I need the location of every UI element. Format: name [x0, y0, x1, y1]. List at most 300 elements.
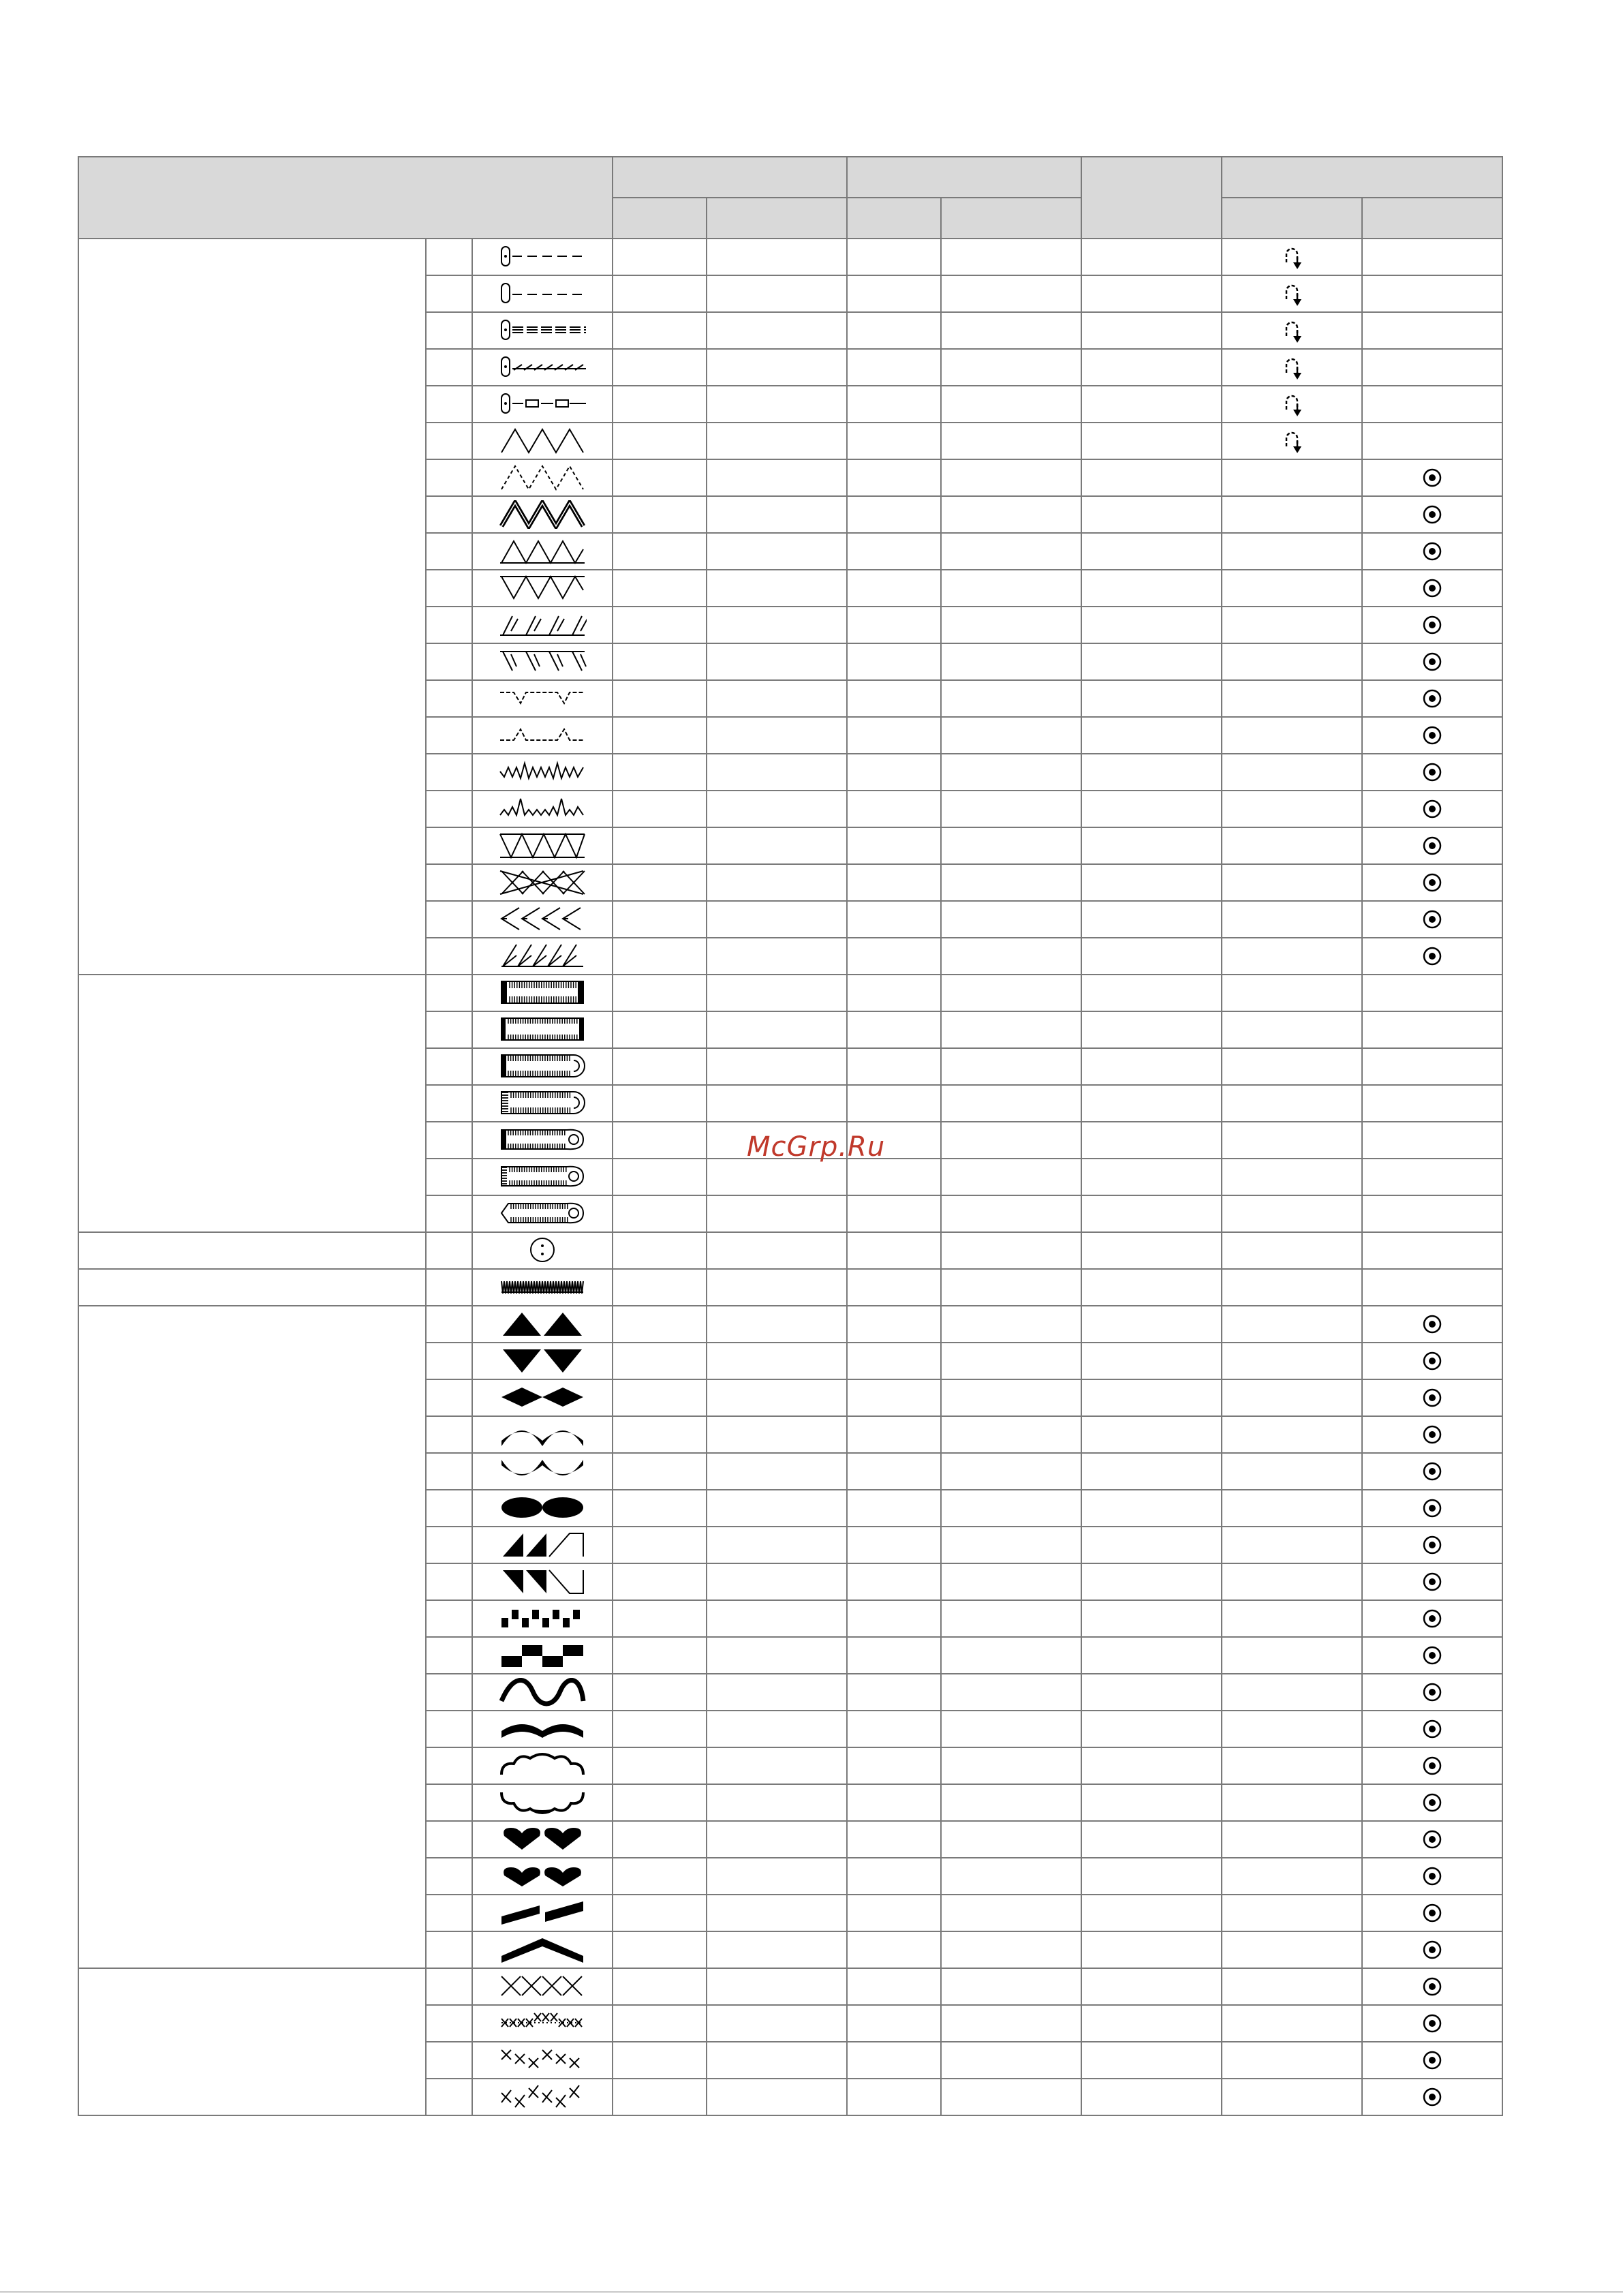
reinforce-target-icon [1421, 1681, 1444, 1704]
value-cell [707, 1711, 847, 1747]
value-cell [847, 1159, 941, 1195]
value-cell [941, 1159, 1081, 1195]
reinforce-target-icon [1421, 871, 1444, 894]
reinforce-cell [1362, 938, 1502, 975]
pattern-cell [472, 1931, 613, 1968]
value-cell [1081, 1674, 1222, 1711]
reverse-cell [1222, 754, 1362, 791]
stitch-dashed-zigzag-icon [498, 463, 587, 492]
reinforce-cell [1362, 2005, 1502, 2042]
number-cell [426, 1637, 472, 1674]
header-a2 [707, 198, 847, 239]
number-cell [426, 2005, 472, 2042]
value-cell [847, 1895, 941, 1931]
pattern-cell [472, 1895, 613, 1931]
stitch-hearts-2-icon [498, 1862, 587, 1891]
reinforce-cell [1362, 1159, 1502, 1195]
reinforce-cell [1362, 1011, 1502, 1048]
group-cell-satin-stitches [78, 1306, 426, 1968]
value-cell [613, 533, 707, 570]
header-group-b [847, 157, 1081, 198]
pattern-cell [472, 1416, 613, 1453]
value-cell [1081, 901, 1222, 938]
value-cell [613, 975, 707, 1011]
value-cell [1081, 1343, 1222, 1379]
value-cell [707, 1159, 847, 1195]
value-cell [941, 533, 1081, 570]
value-cell [613, 275, 707, 312]
reinforce-target-icon [1421, 724, 1444, 747]
reverse-cell [1222, 1453, 1362, 1490]
value-cell [847, 1085, 941, 1122]
reinforce-cell [1362, 1416, 1502, 1453]
reinforce-target-icon [1421, 1313, 1444, 1336]
pattern-cell [472, 1711, 613, 1747]
number-cell [426, 533, 472, 570]
value-cell [847, 1453, 941, 1490]
value-cell [941, 1048, 1081, 1085]
group-cell-bar-tack [78, 1269, 426, 1306]
pattern-cell [472, 349, 613, 386]
value-cell [707, 349, 847, 386]
value-cell [847, 1269, 941, 1306]
value-cell [707, 1968, 847, 2005]
value-cell [941, 1674, 1081, 1711]
reverse-arrow-icon [1278, 426, 1305, 456]
value-cell [613, 570, 707, 607]
value-cell [847, 754, 941, 791]
value-cell [613, 1527, 707, 1563]
reinforce-target-icon [1421, 1460, 1444, 1483]
value-cell [707, 239, 847, 275]
group-cell-button-sewing [78, 1232, 426, 1269]
value-cell [1081, 386, 1222, 423]
number-cell [426, 1306, 472, 1343]
stitch-wave-icon [498, 1678, 587, 1706]
reinforce-target-icon [1421, 1938, 1444, 1961]
value-cell [707, 1085, 847, 1122]
stitch-cross-c-icon [498, 2046, 587, 2075]
value-cell [1081, 938, 1222, 975]
pattern-cell [472, 680, 613, 717]
value-cell [941, 938, 1081, 975]
value-cell [613, 1747, 707, 1784]
reverse-cell [1222, 1416, 1362, 1453]
stitch-feather-a-icon [498, 905, 587, 934]
number-cell [426, 1858, 472, 1895]
value-cell [707, 1931, 847, 1968]
number-cell [426, 2079, 472, 2115]
pattern-cell [472, 1011, 613, 1048]
bottom-rule [0, 2291, 1623, 2293]
reinforce-cell [1362, 1563, 1502, 1600]
value-cell [707, 1416, 847, 1453]
reinforce-cell [1362, 2042, 1502, 2079]
value-cell [707, 607, 847, 643]
value-cell [1081, 1637, 1222, 1674]
value-cell [1081, 496, 1222, 533]
value-cell [613, 1453, 707, 1490]
value-cell [847, 570, 941, 607]
reverse-cell [1222, 2005, 1362, 2042]
value-cell [613, 643, 707, 680]
value-cell [847, 864, 941, 901]
value-cell [1081, 827, 1222, 864]
value-cell [707, 791, 847, 827]
watermark: McGrp.Ru [747, 1131, 886, 1163]
value-cell [707, 1306, 847, 1343]
reinforce-target-icon [1421, 1349, 1444, 1373]
reverse-cell [1222, 533, 1362, 570]
reinforce-target-icon [1421, 1570, 1444, 1593]
value-cell [941, 1858, 1081, 1895]
stitch-basting-icon [498, 390, 587, 418]
value-cell [847, 2005, 941, 2042]
reinforce-target-icon [1421, 761, 1444, 784]
stitch-chevron-icon [498, 1935, 587, 1964]
value-cell [941, 975, 1081, 1011]
value-cell [847, 791, 941, 827]
value-cell [1081, 1490, 1222, 1527]
reverse-cell [1222, 643, 1362, 680]
stitch-cross-lattice-icon [498, 868, 587, 897]
value-cell [847, 1343, 941, 1379]
value-cell [613, 312, 707, 349]
reverse-cell [1222, 2079, 1362, 2115]
pattern-cell [472, 312, 613, 349]
value-cell [1081, 1232, 1222, 1269]
value-cell [707, 643, 847, 680]
reinforce-cell [1362, 239, 1502, 275]
reverse-cell [1222, 607, 1362, 643]
value-cell [847, 1490, 941, 1527]
stitch-slant-down-icon [498, 647, 587, 676]
value-cell [707, 2079, 847, 2115]
value-cell [707, 1563, 847, 1600]
reverse-cell [1222, 1637, 1362, 1674]
reinforce-cell [1362, 754, 1502, 791]
value-cell [941, 1122, 1081, 1159]
pattern-cell [472, 1379, 613, 1416]
value-cell [847, 1563, 941, 1600]
pattern-cell [472, 1232, 613, 1269]
number-cell [426, 827, 472, 864]
reinforce-cell [1362, 975, 1502, 1011]
reinforce-target-icon [1421, 687, 1444, 710]
reinforce-cell [1362, 349, 1502, 386]
pattern-cell [472, 1747, 613, 1784]
number-cell [426, 864, 472, 901]
value-cell [613, 1931, 707, 1968]
value-cell [613, 1085, 707, 1122]
value-cell [1081, 1711, 1222, 1747]
value-cell [941, 1490, 1081, 1527]
value-cell [847, 901, 941, 938]
stitch-cloud-up-icon [498, 1751, 587, 1780]
value-cell [941, 1600, 1081, 1637]
value-cell [847, 1379, 941, 1416]
value-cell [847, 496, 941, 533]
value-cell [707, 1490, 847, 1527]
stitch-button-icon [498, 1236, 587, 1265]
reverse-cell [1222, 1011, 1362, 1048]
reinforce-cell [1362, 1122, 1502, 1159]
value-cell [1081, 1416, 1222, 1453]
value-cell [941, 901, 1081, 938]
value-cell [941, 1416, 1081, 1453]
value-cell [613, 754, 707, 791]
reinforce-cell [1362, 1453, 1502, 1490]
value-cell [613, 1306, 707, 1343]
stitch-hearts-icon [498, 1825, 587, 1854]
reinforce-target-icon [1421, 1717, 1444, 1741]
reverse-cell [1222, 901, 1362, 938]
reinforce-cell [1362, 2079, 1502, 2115]
number-cell [426, 754, 472, 791]
number-cell [426, 1563, 472, 1600]
reverse-cell [1222, 1490, 1362, 1527]
value-cell [707, 1895, 847, 1931]
reinforce-target-icon [1421, 1497, 1444, 1520]
stitch-shell-a-icon [498, 758, 587, 786]
value-cell [707, 570, 847, 607]
group-cell-cross-stitches [78, 1968, 426, 2115]
reinforce-target-icon [1421, 908, 1444, 931]
pattern-cell [472, 754, 613, 791]
reinforce-cell [1362, 1600, 1502, 1637]
value-cell [613, 1784, 707, 1821]
value-cell [847, 938, 941, 975]
value-cell [613, 2079, 707, 2115]
reverse-cell [1222, 827, 1362, 864]
value-cell [707, 275, 847, 312]
value-cell [707, 1011, 847, 1048]
reverse-cell [1222, 1711, 1362, 1747]
value-cell [941, 864, 1081, 901]
value-cell [707, 1858, 847, 1895]
reinforce-target-icon [1421, 1828, 1444, 1851]
pattern-cell [472, 2005, 613, 2042]
value-cell [941, 1747, 1081, 1784]
value-cell [941, 386, 1081, 423]
reinforce-target-icon [1421, 613, 1444, 637]
pattern-cell [472, 1306, 613, 1343]
reinforce-target-icon [1421, 1423, 1444, 1446]
number-cell [426, 1895, 472, 1931]
value-cell [1081, 1931, 1222, 1968]
value-cell [941, 423, 1081, 459]
number-cell [426, 1269, 472, 1306]
reverse-cell [1222, 864, 1362, 901]
reverse-cell [1222, 975, 1362, 1011]
reinforce-cell [1362, 496, 1502, 533]
reinforce-target-icon [1421, 503, 1444, 526]
number-cell [426, 1490, 472, 1527]
reinforce-target-icon [1421, 2012, 1444, 2035]
value-cell [847, 1637, 941, 1674]
value-cell [1081, 1379, 1222, 1416]
stitch-para-down-icon [498, 1567, 587, 1596]
stitch-overcast-up-icon [498, 537, 587, 566]
value-cell [613, 717, 707, 754]
value-cell [707, 1379, 847, 1416]
number-cell [426, 2042, 472, 2079]
value-cell [847, 1232, 941, 1269]
value-cell [847, 1821, 941, 1858]
value-cell [1081, 1269, 1222, 1306]
stitch-bh-round-2-icon [498, 1089, 587, 1118]
reinforce-cell [1362, 1306, 1502, 1343]
reinforce-target-icon [1421, 650, 1444, 673]
number-cell [426, 1343, 472, 1379]
value-cell [941, 1269, 1081, 1306]
reverse-arrow-icon [1278, 316, 1305, 346]
pattern-cell [472, 570, 613, 607]
number-cell [426, 570, 472, 607]
value-cell [613, 496, 707, 533]
value-cell [1081, 1453, 1222, 1490]
header-group-a [613, 157, 847, 198]
number-cell [426, 1674, 472, 1711]
reinforce-cell [1362, 1085, 1502, 1122]
table-row [78, 975, 1502, 1011]
reinforce-cell [1362, 1232, 1502, 1269]
number-cell [426, 239, 472, 275]
table-row [78, 1232, 1502, 1269]
reinforce-cell [1362, 312, 1502, 349]
reverse-cell [1222, 1895, 1362, 1931]
pattern-cell [472, 239, 613, 275]
value-cell [1081, 864, 1222, 901]
stitch-feather-b-icon [498, 942, 587, 970]
value-cell [847, 312, 941, 349]
reinforce-cell [1362, 1343, 1502, 1379]
pattern-cell [472, 386, 613, 423]
reinforce-target-icon [1421, 540, 1444, 563]
reinforce-target-icon [1421, 1901, 1444, 1925]
value-cell [1081, 1600, 1222, 1637]
value-cell [613, 1416, 707, 1453]
value-cell [1081, 1048, 1222, 1085]
pattern-cell [472, 827, 613, 864]
value-cell [941, 1563, 1081, 1600]
pattern-cell [472, 1858, 613, 1895]
reinforce-target-icon [1421, 834, 1444, 857]
value-cell [847, 2079, 941, 2115]
stitch-para-up-icon [498, 1531, 587, 1559]
table-row [78, 239, 1502, 275]
value-cell [707, 754, 847, 791]
value-cell [613, 2005, 707, 2042]
header-row-1 [78, 157, 1502, 198]
value-cell [613, 1563, 707, 1600]
reinforce-cell [1362, 533, 1502, 570]
value-cell [1081, 349, 1222, 386]
pattern-cell [472, 791, 613, 827]
reinforce-cell [1362, 827, 1502, 864]
value-cell [1081, 2042, 1222, 2079]
value-cell [847, 1931, 941, 1968]
stitch-steps-big-icon [498, 1641, 587, 1670]
value-cell [707, 1269, 847, 1306]
reinforce-cell [1362, 1747, 1502, 1784]
number-cell [426, 680, 472, 717]
reverse-cell [1222, 386, 1362, 423]
stitch-crown-icon [498, 1715, 587, 1743]
reverse-cell [1222, 2042, 1362, 2079]
pattern-cell [472, 1269, 613, 1306]
value-cell [941, 459, 1081, 496]
reinforce-cell [1362, 1269, 1502, 1306]
value-cell [1081, 459, 1222, 496]
reinforce-target-icon [1421, 1607, 1444, 1630]
pattern-cell [472, 1122, 613, 1159]
value-cell [707, 1195, 847, 1232]
reinforce-cell [1362, 275, 1502, 312]
value-cell [613, 349, 707, 386]
value-cell [707, 423, 847, 459]
number-cell [426, 607, 472, 643]
value-cell [941, 496, 1081, 533]
value-cell [613, 1711, 707, 1747]
number-cell [426, 1968, 472, 2005]
stitch-cross-a-icon [498, 1972, 587, 2001]
value-cell [613, 1968, 707, 2005]
value-cell [613, 938, 707, 975]
value-cell [847, 423, 941, 459]
stitch-bh-keyhole-icon [498, 1126, 587, 1154]
reverse-cell [1222, 312, 1362, 349]
value-cell [707, 827, 847, 864]
value-cell [847, 1968, 941, 2005]
value-cell [707, 1784, 847, 1821]
number-cell [426, 1600, 472, 1637]
number-cell [426, 1527, 472, 1563]
pattern-cell [472, 1637, 613, 1674]
value-cell [847, 349, 941, 386]
value-cell [941, 275, 1081, 312]
value-cell [1081, 1122, 1222, 1159]
reinforce-target-icon [1421, 945, 1444, 968]
reinforce-cell [1362, 1968, 1502, 2005]
value-cell [941, 2042, 1081, 2079]
reverse-arrow-icon [1278, 389, 1305, 419]
value-cell [847, 386, 941, 423]
value-cell [613, 459, 707, 496]
reinforce-cell [1362, 1858, 1502, 1895]
value-cell [847, 643, 941, 680]
header-a1 [613, 198, 707, 239]
reinforce-cell [1362, 1895, 1502, 1931]
value-cell [613, 607, 707, 643]
stitch-scallop-down-icon [498, 1457, 587, 1486]
value-cell [847, 1011, 941, 1048]
pattern-cell [472, 423, 613, 459]
value-cell [941, 1895, 1081, 1931]
stitch-straight-left-icon [498, 243, 587, 271]
value-cell [847, 717, 941, 754]
reverse-arrow-icon [1278, 279, 1305, 309]
value-cell [1081, 1195, 1222, 1232]
value-cell [613, 1269, 707, 1306]
reverse-cell [1222, 349, 1362, 386]
number-cell [426, 643, 472, 680]
reinforce-cell [1362, 1490, 1502, 1527]
number-cell [426, 312, 472, 349]
value-cell [847, 239, 941, 275]
value-cell [613, 1159, 707, 1195]
number-cell [426, 1048, 472, 1085]
